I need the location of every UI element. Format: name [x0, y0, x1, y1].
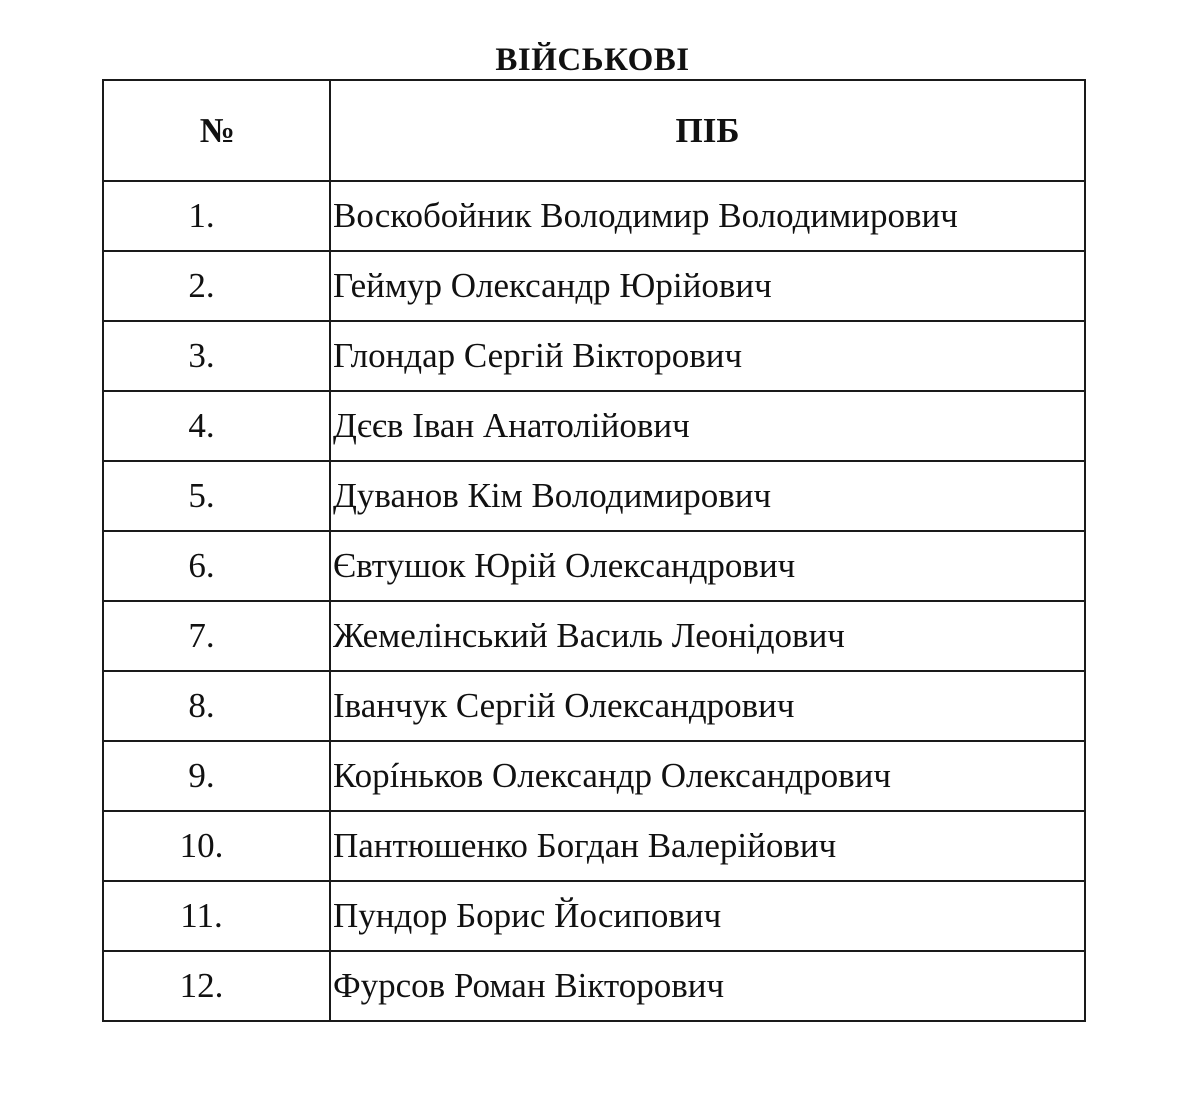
row-name: Жемелінський Василь Леонідович [330, 601, 1085, 671]
table-row [103, 671, 1085, 741]
row-name: Пундор Борис Йосипович [330, 881, 1085, 951]
table-row [103, 951, 1085, 1021]
header-name: ПІБ [330, 80, 1085, 181]
row-number: 12. [103, 951, 330, 1021]
row-number: 7. [103, 601, 330, 671]
table-row [103, 741, 1085, 811]
row-name: Іванчук Сергій Олександрович [330, 671, 1085, 741]
personnel-table [102, 79, 1086, 1022]
header-row [103, 80, 1085, 181]
table-row [103, 391, 1085, 461]
row-name: Дєєв Іван Анатолійович [330, 391, 1085, 461]
row-number: 6. [103, 531, 330, 601]
header-number-label: № [199, 110, 236, 150]
row-number: 10. [103, 811, 330, 881]
table-row [103, 181, 1085, 251]
table-row [103, 251, 1085, 321]
row-number: 5. [103, 461, 330, 531]
row-name: Фурсов Роман Вікторович [330, 951, 1085, 1021]
table-row [103, 601, 1085, 671]
row-name: Пантюшенко Богдан Валерійович [330, 811, 1085, 881]
row-number: 1. [103, 181, 330, 251]
document-title: ВІЙСЬКОВІ [495, 42, 690, 78]
row-number: 11. [103, 881, 330, 951]
table-header [103, 80, 1085, 181]
row-number: 9. [103, 741, 330, 811]
row-name: Євтушок Юрій Олександрович [330, 531, 1085, 601]
row-name: Глондар Сергій Вікторович [330, 321, 1085, 391]
row-number: 8. [103, 671, 330, 741]
table-row [103, 531, 1085, 601]
table-row [103, 881, 1085, 951]
row-name: Геймур Олександр Юрійович [330, 251, 1085, 321]
table-row [103, 811, 1085, 881]
table-row [103, 321, 1085, 391]
row-name: Корíньков Олександр Олександрович [330, 741, 1085, 811]
row-name: Дуванов Кім Володимирович [330, 461, 1085, 531]
table-body [103, 181, 1085, 1021]
row-number: 2. [103, 251, 330, 321]
row-number: 4. [103, 391, 330, 461]
header-number [103, 80, 330, 181]
row-number: 3. [103, 321, 330, 391]
row-name: Воскобойник Володимир Володимирович [330, 181, 1085, 251]
table-row [103, 461, 1085, 531]
